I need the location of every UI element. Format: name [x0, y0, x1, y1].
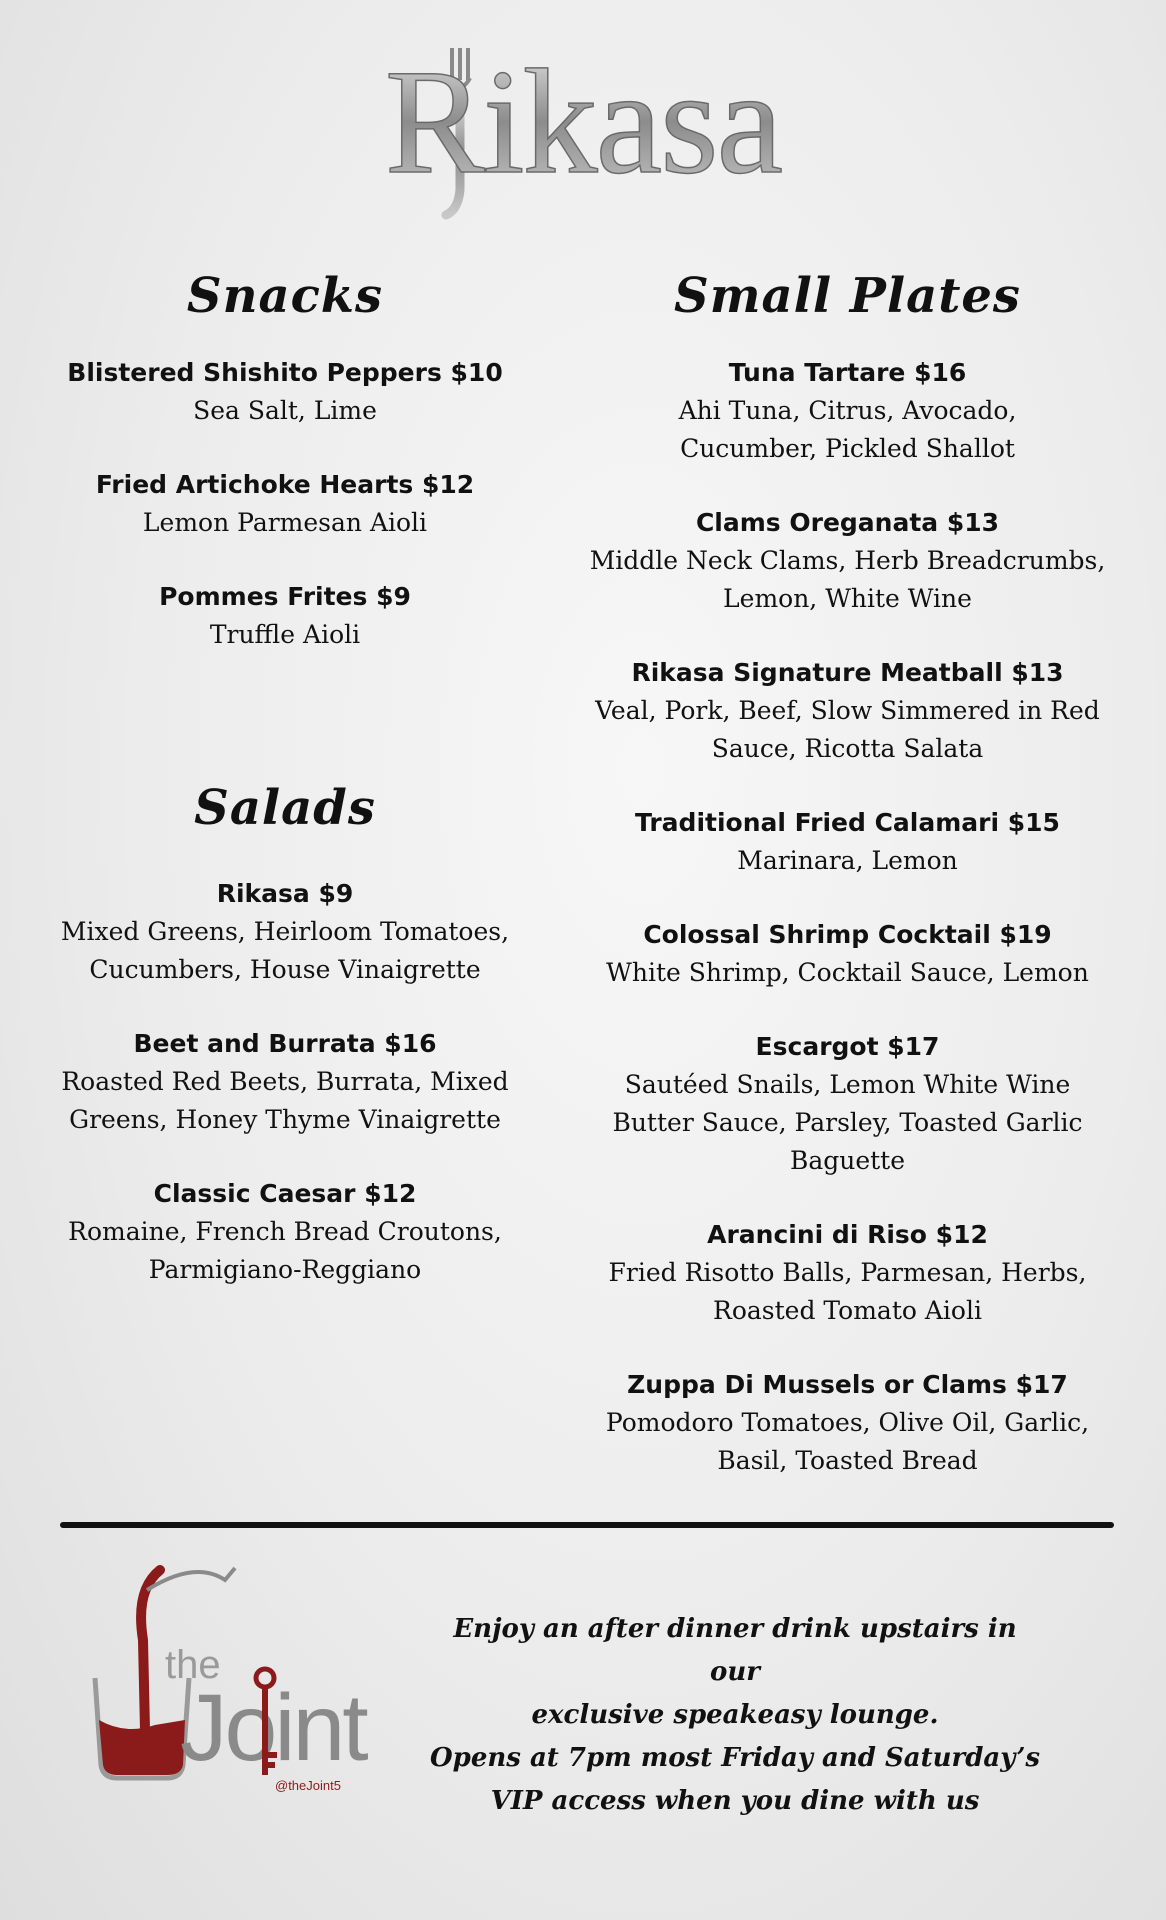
menu-item-description: Mixed Greens, Heirloom Tomatoes, [60, 917, 510, 946]
menu-item-description: Veal, Pork, Beef, Slow Simmered in Red [595, 696, 1100, 725]
menu-item [575, 804, 1120, 880]
small-plates-list [575, 354, 1120, 1480]
menu-item-name: Traditional Fried Calamari $15 [635, 808, 1060, 837]
menu-item-name: Fried Artichoke Hearts $12 [95, 470, 475, 499]
salads-list [40, 875, 530, 1289]
menu-item-description: Lemon Parmesan Aioli [142, 508, 428, 537]
menu-item-description: Truffle Aioli [209, 620, 361, 649]
menu-item-name: Rikasa $9 [216, 879, 354, 908]
menu-item [575, 1366, 1120, 1480]
promo-line: VIP access when you dine with us [490, 1786, 980, 1816]
menu-item-name: Blistered Shishito Peppers $10 [67, 358, 503, 387]
menu-item-description: Lemon, White Wine [723, 584, 972, 613]
menu-item-name: Beet and Burrata $16 [133, 1029, 437, 1058]
menu-item [575, 1216, 1120, 1330]
menu-item-name: Zuppa Di Mussels or Clams $17 [627, 1370, 1068, 1399]
the-joint-logo [85, 1560, 395, 1800]
menu-item [40, 1025, 530, 1139]
menu-item [575, 1028, 1120, 1180]
menu-item-description: White Shrimp, Cocktail Sauce, Lemon [606, 958, 1089, 987]
menu-item-description: Pomodoro Tomatoes, Olive Oil, Garlic, [605, 1408, 1090, 1437]
menu-item [40, 1175, 530, 1289]
menu-item-description: Sea Salt, Lime [193, 396, 377, 425]
menu-item-name: Pommes Frites $9 [159, 582, 411, 611]
joint-word: Joint [180, 1675, 366, 1781]
menu-item-name: Clams Oreganata $13 [695, 508, 1000, 537]
snacks-list [40, 354, 530, 654]
menu-item-description: Marinara, Lemon [737, 846, 958, 875]
menu-item-description: Sautéed Snails, Lemon White Wine [624, 1070, 1071, 1099]
menu-item-description: Roasted Red Beets, Burrata, Mixed [61, 1067, 509, 1096]
menu-item [575, 354, 1120, 468]
menu-item-description: Romaine, French Bread Croutons, [68, 1217, 502, 1246]
promo-text [430, 1608, 1040, 1823]
section-divider [60, 1522, 1114, 1528]
menu-item-name: Escargot $17 [755, 1032, 940, 1061]
menu-item-name: Arancini di Riso $12 [707, 1220, 988, 1249]
menu-item-name: Classic Caesar $12 [153, 1179, 417, 1208]
menu-item-description: Roasted Tomato Aioli [713, 1296, 982, 1325]
joint-handle: @theJoint5 [275, 1778, 341, 1793]
menu-item-description: Parmigiano-Reggiano [148, 1255, 422, 1284]
rikasa-logo [0, 40, 1166, 230]
menu-item-description: Basil, Toasted Bread [717, 1446, 978, 1475]
menu-item-description: Sauce, Ricotta Salata [711, 734, 984, 763]
the-text: the [165, 1643, 221, 1687]
menu-item-description: Ahi Tuna, Citrus, Avocado, [678, 396, 1017, 425]
menu-item [575, 916, 1120, 992]
menu-item [575, 504, 1120, 618]
menu-item-description: Fried Risotto Balls, Parmesan, Herbs, [608, 1258, 1087, 1287]
menu-item-description: Cucumbers, House Vinaigrette [89, 955, 481, 984]
menu-item-description: Cucumber, Pickled Shallot [680, 434, 1015, 463]
promo-line: Opens at 7pm most Friday and Saturday’s [430, 1743, 1041, 1773]
snacks-title: Snacks [186, 268, 384, 324]
menu-item [40, 354, 530, 430]
menu-item-description: Greens, Honey Thyme Vinaigrette [69, 1105, 501, 1134]
salads-title: Salads [194, 780, 376, 836]
menu-item [40, 466, 530, 542]
menu-item [575, 654, 1120, 768]
logo-text: Rikasa [384, 40, 782, 205]
menu-item-description: Middle Neck Clams, Herb Breadcrumbs, [589, 546, 1106, 575]
menu-item-description: Butter Sauce, Parsley, Toasted Garlic [612, 1108, 1083, 1137]
menu-item-name: Rikasa Signature Meatball $13 [631, 658, 1064, 687]
promo-line: Enjoy an after dinner drink upstairs in our [453, 1614, 1017, 1687]
menu-item-name: Colossal Shrimp Cocktail $19 [643, 920, 1052, 949]
promo-line: exclusive speakeasy lounge. [531, 1700, 939, 1730]
menu-item-description: Baguette [789, 1146, 906, 1175]
menu-item [40, 578, 530, 654]
small-plates-title: Small Plates [674, 268, 1021, 324]
menu-item [40, 875, 530, 989]
menu-item-name: Tuna Tartare $16 [728, 358, 967, 387]
